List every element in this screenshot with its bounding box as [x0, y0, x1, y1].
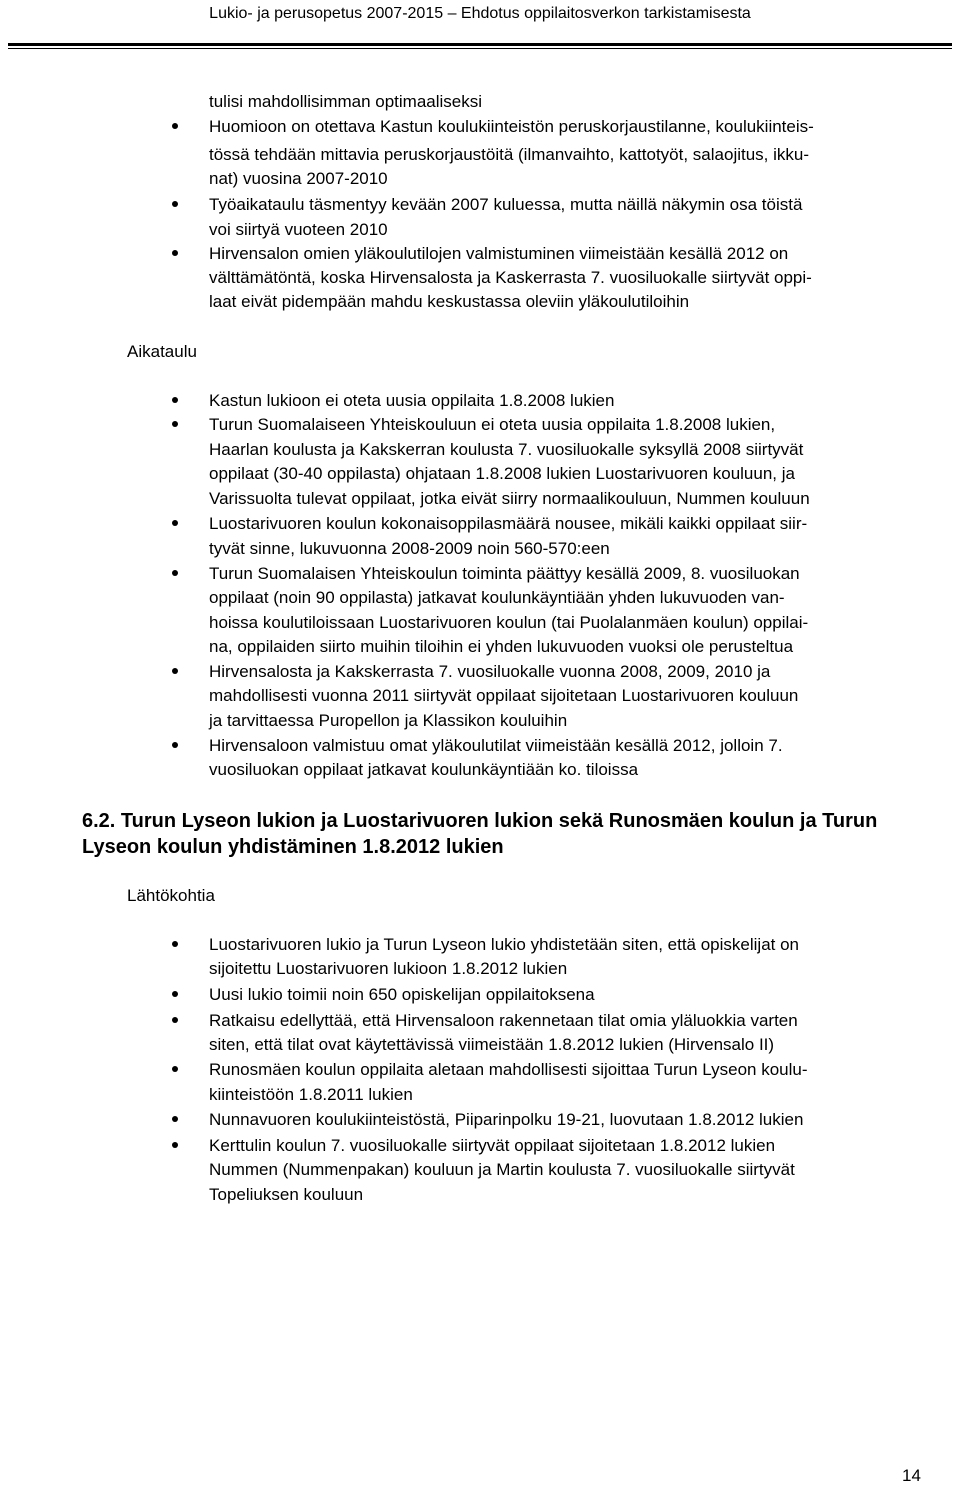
bullet-icon [172, 1017, 178, 1023]
bullet-icon [172, 1066, 178, 1072]
bullet-icon [172, 1116, 178, 1122]
list-item-line: kiinteistöön 1.8.2011 lukien [209, 1085, 413, 1104]
page-number: 14 [902, 1466, 921, 1485]
running-header-title: Lukio- ja perusopetus 2007-2015 – Ehdotus oppilaitosverkon tarkistamisesta [209, 5, 751, 22]
list-item-line: Haarlan koulusta ja Kakskerran koulusta 7. vuosiluokalle syksyllä 2008 siirtyvät [209, 440, 804, 459]
list-item-line: Varissuolta tulevat oppilaat, jotka eivät siirry normaalikouluun, Nummen kouluun [209, 489, 810, 508]
bullet-icon [172, 421, 178, 427]
bullet-icon [172, 201, 178, 207]
list-item-line: Hirvensalon omien yläkoulutilojen valmistuminen viimeistään kesällä 2012 on [209, 244, 789, 263]
list-item-line: na, oppilaiden siirto muihin tiloihin ei yhden lukuvuoden vuoksi ole perusteltua [209, 637, 794, 656]
list-item-line: Nunnavuoren koulukiinteistöstä, Piiparinpolku 19-21, luovutaan 1.8.2012 lukien [209, 1110, 804, 1129]
list-item-line: sijoitettu Luostarivuoren lukioon 1.8.2012 lukien [209, 959, 568, 978]
list-item-line: Työaikataulu täsmentyy kevään 2007 kuluessa, mutta näillä näkymin osa töistä [209, 195, 803, 214]
list-item-line: Runosmäen koulun oppilaita aletaan mahdollisesti sijoittaa Turun Lyseon koulu- [209, 1060, 808, 1079]
list-item-line: ja tarvittaessa Puropellon ja Klassikon kouluihin [209, 711, 568, 730]
bullet-icon [172, 991, 178, 997]
list-item-line: hoissa koulutiloissaan Luostarivuoren koulun (tai Puolalanmäen koulun) oppilai- [209, 613, 809, 632]
section-heading: 6.2. Turun Lyseon lukion ja Luostarivuoren lukion sekä Runosmäen koulun ja Turun [82, 810, 878, 832]
bullet-icon [172, 250, 178, 256]
list-item-line: Uusi lukio toimii noin 650 opiskelijan oppilaitoksena [209, 985, 595, 1004]
list-item-line: Nummen (Nummenpakan) kouluun ja Martin koulusta 7. vuosiluokalle siirtyvät [209, 1160, 795, 1179]
list-item-line: voi siirtyä vuoteen 2010 [209, 220, 388, 239]
bullet-icon [172, 520, 178, 526]
list-item-line: Kastun lukioon ei oteta uusia oppilaita 1.8.2008 lukien [209, 391, 615, 410]
bullet-icon [172, 397, 178, 403]
list-item-line: laat eivät pidempään mahdu keskustassa oleviin yläkoulutiloihin [209, 292, 690, 311]
list-item-line: Ratkaisu edellyttää, että Hirvensaloon rakennetaan tilat omia yläluokkia varten [209, 1011, 798, 1030]
header-rule [8, 43, 952, 46]
bullet-icon [172, 123, 178, 129]
header-rule-thin [8, 48, 952, 49]
list-item-line: tyvät sinne, lukuvuonna 2008-2009 noin 560-570:een [209, 539, 610, 558]
list-item-line: Turun Suomalaisen Yhteiskoulun toiminta päättyy kesällä 2009, 8. vuosiluokan [209, 564, 800, 583]
bullet-icon [172, 941, 178, 947]
list-item-line: oppilaat (30-40 oppilasta) ohjataan 1.8.2008 lukien Luostarivuoren kouluun, ja [209, 464, 795, 483]
list-item-line: vuosiluokan oppilaat jatkavat koulunkäyntiään ko. tiloissa [209, 760, 639, 779]
section-label-lahtokohtia: Lähtökohtia [127, 886, 215, 905]
list-item-line: nat) vuosina 2007-2010 [209, 169, 388, 188]
list-item-line: Hirvensalosta ja Kakskerrasta 7. vuosiluokalle vuonna 2008, 2009, 2010 ja [209, 662, 771, 681]
intro-line: tulisi mahdollisimman optimaaliseksi [209, 92, 483, 111]
list-item-line: Topeliuksen kouluun [209, 1185, 364, 1204]
bullet-icon [172, 668, 178, 674]
list-item-line: Kerttulin koulun 7. vuosiluokalle siirtyvät oppilaat sijoitetaan 1.8.2012 lukien [209, 1136, 776, 1155]
bullet-icon [172, 742, 178, 748]
list-item-line: oppilaat (noin 90 oppilasta) jatkavat koulunkäyntiään yhden lukuvuoden van- [209, 588, 785, 607]
list-item-line: mahdollisesti vuonna 2011 siirtyvät oppilaat sijoitetaan Luostarivuoren kouluun [209, 686, 799, 705]
section-heading-line2: Lyseon koulun yhdistäminen 1.8.2012 lukien [82, 836, 504, 858]
bullet-icon [172, 1142, 178, 1148]
bullet-icon [172, 570, 178, 576]
running-header [0, 0, 960, 28]
list-item-line: Luostarivuoren lukio ja Turun Lyseon lukio yhdistetään siten, että opiskelijat on [209, 935, 800, 954]
list-item-line: Hirvensaloon valmistuu omat yläkoulutilat viimeistään kesällä 2012, jolloin 7. [209, 736, 783, 755]
list-item-line: tössä tehdään mittavia peruskorjaustöitä (ilmanvaihto, kattotyöt, salaojitus, ikku- [209, 145, 810, 164]
section-label-aikataulu: Aikataulu [127, 342, 197, 361]
list-item-line: Huomioon on otettava Kastun koulukiinteistön peruskorjaustilanne, koulukiinteis- [209, 117, 814, 136]
list-item-line: välttämätöntä, koska Hirvensalosta ja Kaskerrasta 7. vuosiluokalle siirtyvät oppi- [209, 268, 812, 287]
list-item-line: Luostarivuoren koulun kokonaisoppilasmäärä nousee, mikäli kaikki oppilaat siir- [209, 514, 808, 533]
list-item-line: siten, että tilat ovat käytettävissä viimeistään 1.8.2012 lukien (Hirvensalo II) [209, 1035, 775, 1054]
list-item-line: Turun Suomalaiseen Yhteiskouluun ei oteta uusia oppilaita 1.8.2008 lukien, [209, 415, 776, 434]
